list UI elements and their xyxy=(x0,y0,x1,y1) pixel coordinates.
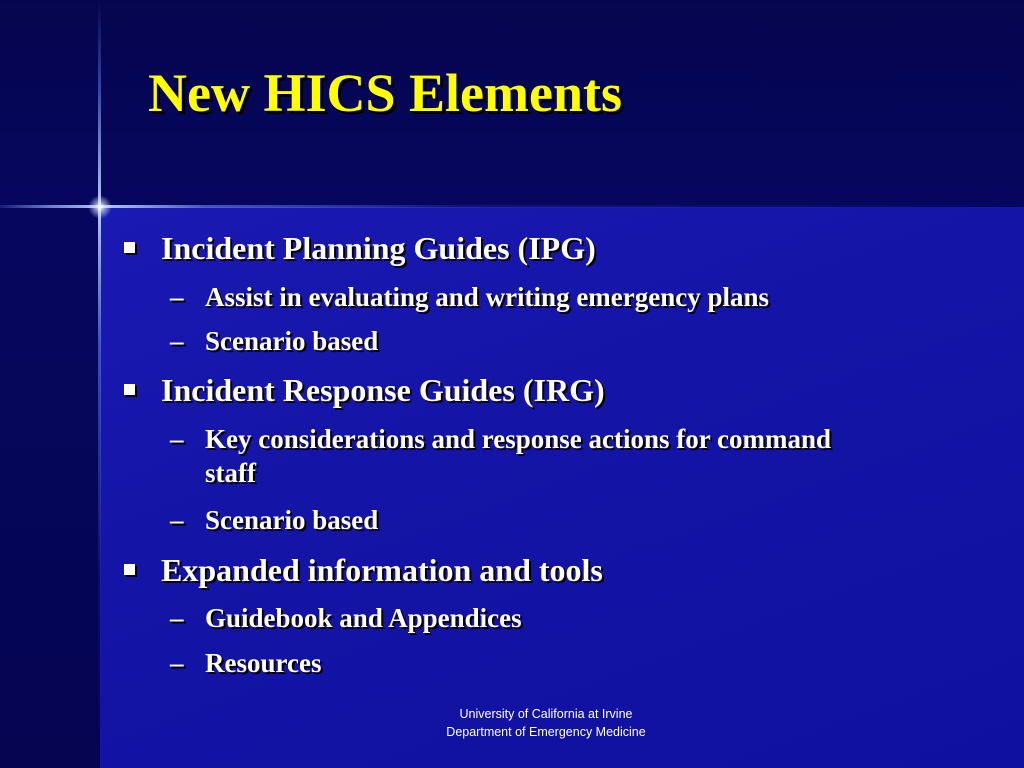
dash-icon: – xyxy=(170,424,184,454)
sub-bullet-text: Key considerations and response actions for command staff xyxy=(205,424,832,488)
sub-bullet-item xyxy=(170,280,960,314)
sub-bullet-item xyxy=(170,646,960,680)
bullet-text: Incident Response Guides (IRG) xyxy=(161,372,605,408)
footer-department: Department of Emergency Medicine xyxy=(446,725,646,739)
dash-icon: – xyxy=(170,648,184,678)
square-bullet-icon xyxy=(124,384,135,395)
dash-icon: – xyxy=(170,326,184,356)
sub-bullet-item xyxy=(170,503,960,537)
sub-bullet-item xyxy=(170,324,960,358)
slide-footer xyxy=(396,705,696,741)
sub-bullet-text: Assist in evaluating and writing emergency plans xyxy=(205,282,770,312)
sub-bullet-item xyxy=(170,601,960,635)
bullet-text: Incident Planning Guides (IPG) xyxy=(161,230,596,266)
dash-icon: – xyxy=(170,282,184,312)
sub-bullet-text: Resources xyxy=(205,648,322,678)
dash-icon: – xyxy=(170,603,184,633)
footer-institution: University of California at Irvine xyxy=(459,707,633,721)
sub-bullet-text: Guidebook and Appendices xyxy=(205,603,522,633)
dash-icon: – xyxy=(170,505,184,535)
slide-title: New HICS Elements xyxy=(148,63,622,123)
sub-bullet-text: Scenario based xyxy=(205,326,379,356)
sub-bullet-text: Scenario based xyxy=(205,505,379,535)
square-bullet-icon xyxy=(124,242,135,253)
bullet-text: Expanded information and tools xyxy=(161,552,603,588)
sub-bullet-item xyxy=(170,422,850,490)
square-bullet-icon xyxy=(124,564,135,575)
